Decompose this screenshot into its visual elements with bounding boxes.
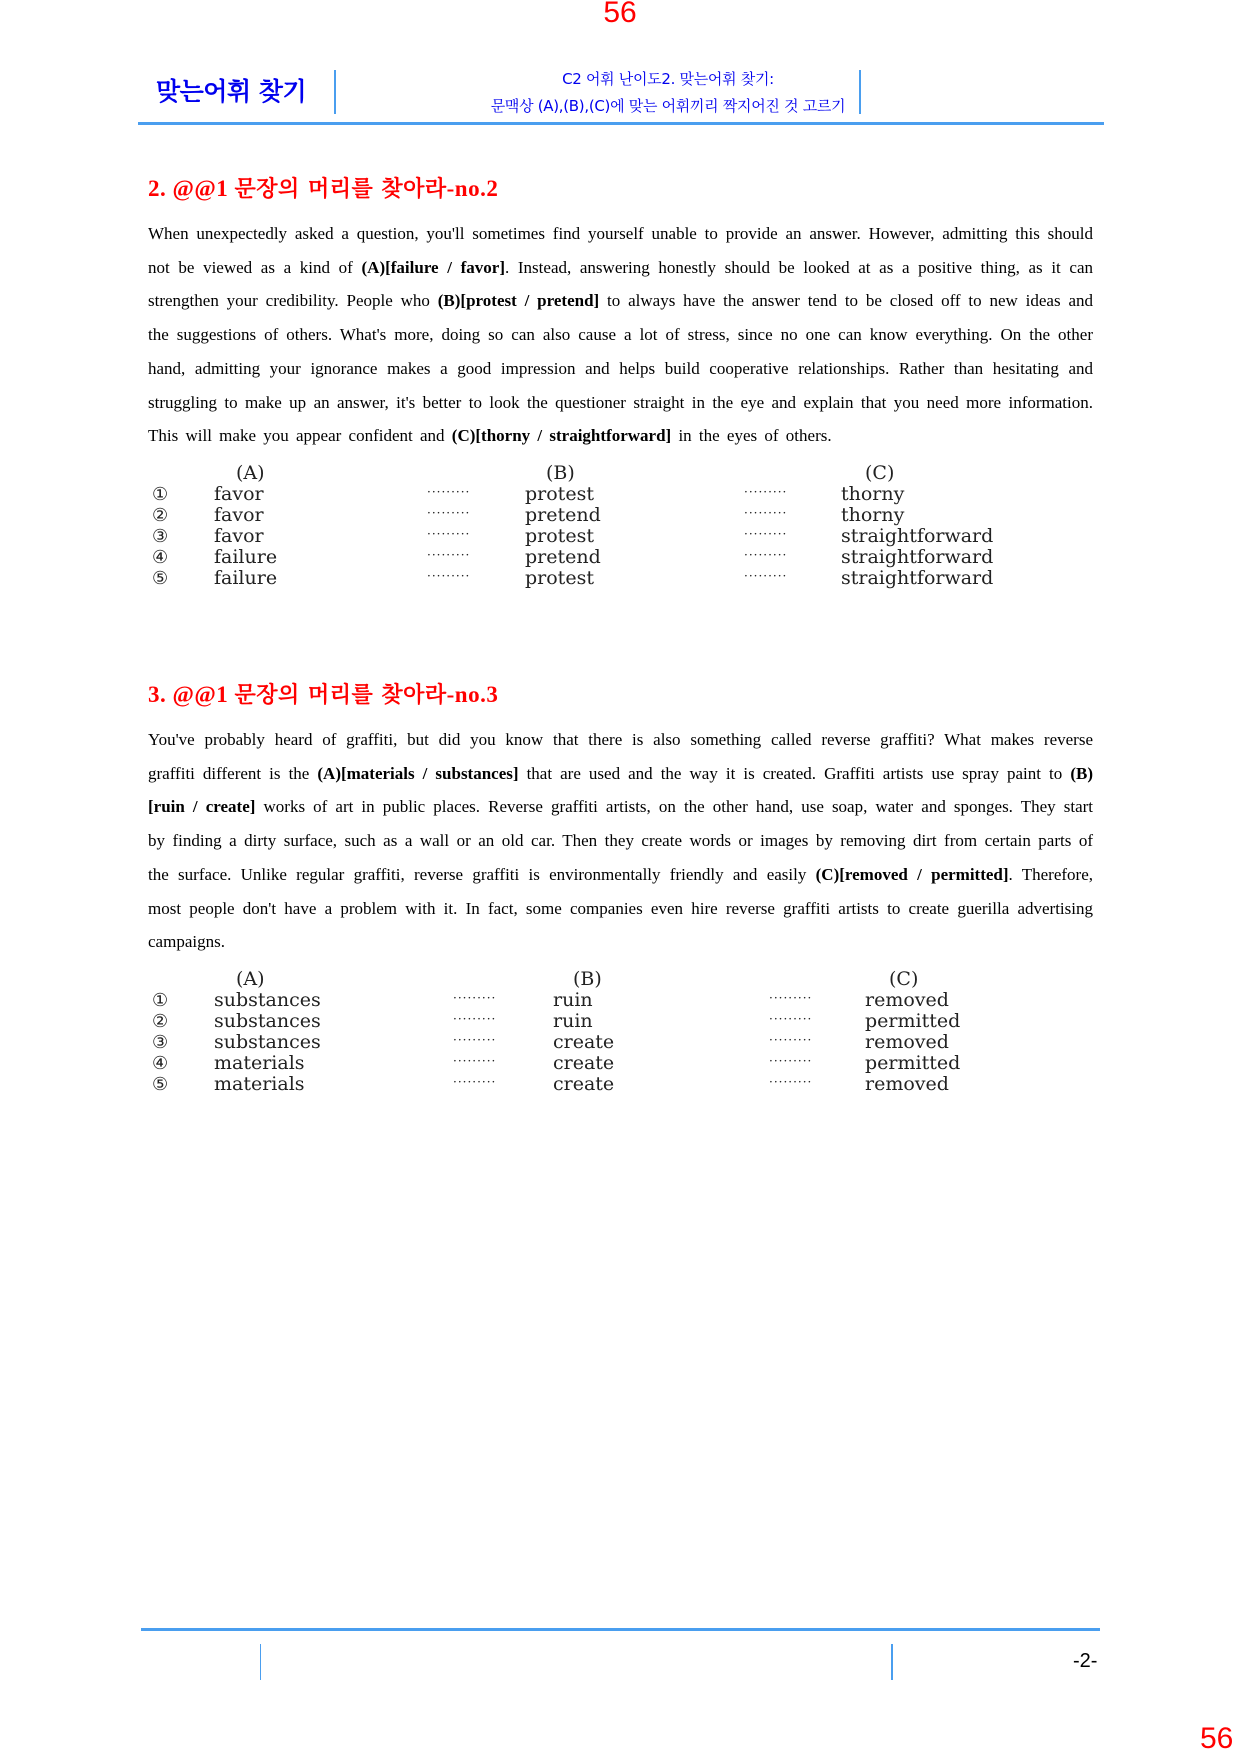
page-number-top: 56 (603, 0, 637, 29)
choice-b: protest (525, 482, 594, 505)
choice-c: thorny (841, 503, 905, 526)
choice-number: ① (152, 989, 169, 1011)
header-divider (334, 70, 336, 114)
blank-options: (A)[failure / favor] (361, 257, 505, 277)
question-title-suffix: -no.3 (446, 682, 499, 707)
choice-c: straightforward (841, 545, 994, 568)
header-subtitle-line2: 문맥상 (A),(B),(C)에 맞는 어휘끼리 짝지어진 것 고르기 (490, 97, 846, 115)
footer-rule (141, 1628, 1100, 1631)
choice-option-2[interactable] (148, 505, 1093, 526)
leader-dots: ········· (744, 547, 788, 562)
question-title-korean: 문장의 머리를 찾아라 (234, 683, 447, 708)
choice-a: substances (214, 1030, 321, 1053)
question-title-suffix: -no.2 (446, 176, 499, 201)
page-number-bottom: 56 (1200, 1722, 1234, 1755)
page-header (138, 66, 1104, 124)
choice-option-3[interactable] (148, 1032, 1093, 1053)
choice-option-4[interactable] (148, 547, 1093, 568)
blank-options: (C)[thorny / straightforward] (451, 426, 672, 446)
choice-b: create (553, 1072, 615, 1095)
header-subtitle (338, 66, 998, 120)
question-title (148, 172, 1093, 203)
choice-b: create (553, 1051, 615, 1074)
choice-option-5[interactable] (148, 568, 1093, 589)
footer-divider (891, 1644, 893, 1680)
choice-number: ② (152, 504, 169, 526)
header-title: 맞는어휘 찾기 (156, 77, 307, 106)
column-header-c: (C) (865, 461, 895, 484)
choice-c: permitted (865, 1009, 961, 1032)
leader-dots: ········· (769, 1011, 813, 1026)
choice-b: protest (525, 566, 594, 589)
leader-dots: ········· (744, 568, 788, 583)
choice-number: ③ (152, 525, 169, 547)
leader-dots: ········· (769, 990, 813, 1005)
passage-text: that are used and the way it is created. Graffiti artists use spray paint to (518, 763, 1071, 783)
leader-dots: ········· (427, 568, 471, 583)
choice-c: straightforward (841, 524, 994, 547)
footer-page-label: -2- (1073, 1650, 1098, 1672)
choice-number: ② (152, 1010, 169, 1032)
choice-a: favor (214, 482, 264, 505)
choice-option-4[interactable] (148, 1053, 1093, 1074)
blank-options: (B)[protest / pretend] (437, 291, 600, 311)
leader-dots: ········· (453, 1011, 497, 1026)
choice-number: ① (152, 483, 169, 505)
header-rule (138, 122, 1104, 125)
answer-choices (148, 969, 1093, 1095)
choice-c: removed (865, 988, 949, 1011)
choices-header (148, 969, 1093, 990)
choice-number: ⑤ (152, 1073, 169, 1095)
blank-options: (C)[removed / permitted] (815, 864, 1009, 884)
choice-b: pretend (525, 503, 601, 526)
choice-c: removed (865, 1030, 949, 1053)
passage-text: . Instead, answering honestly should be looked at as a positive thing, as it can strengthen your credibility. People who (148, 257, 1094, 311)
choices-header (148, 463, 1093, 484)
question-title (148, 678, 1093, 709)
leader-dots: ········· (427, 505, 471, 520)
question-title-prefix: 2. @@1 (148, 176, 235, 201)
choice-number: ④ (152, 1052, 169, 1074)
choice-number: ③ (152, 1031, 169, 1053)
choice-c: removed (865, 1072, 949, 1095)
choice-a: failure (214, 545, 278, 568)
footer-divider (260, 1644, 261, 1680)
header-divider (859, 70, 861, 114)
passage-text: When unexpectedly asked a question, you'll sometimes find yourself unable to provide an answer. However, admitting this should not be viewed as a kind of (148, 224, 1093, 277)
passage-text: You've probably heard of graffiti, but did you know that there is also something called reverse graffiti? What makes reverse graffiti different is the (148, 730, 1093, 783)
choice-c: thorny (841, 482, 905, 505)
choice-b: ruin (553, 988, 593, 1011)
choice-a: substances (214, 1009, 321, 1032)
choice-option-2[interactable] (148, 1011, 1093, 1032)
leader-dots: ········· (427, 526, 471, 541)
choice-b: create (553, 1030, 615, 1053)
question-2 (148, 172, 1093, 589)
choice-option-5[interactable] (148, 1074, 1093, 1095)
passage (148, 217, 1093, 453)
column-header-b: (B) (546, 461, 575, 484)
passage-text: to always have the answer tend to be closed off to new ideas and the suggestions of others. What's more, doing so can also cause a lot of stress, since no one can know everything. On the other hand, admitting your ignorance makes a good impression and helps build cooperative relationships. Rather than hesitating and struggling to make up an answer, it's better to look the questioner straight in the eye and explain that you need more information. This will make you appear confident and (148, 291, 1093, 446)
question-title-korean: 문장의 머리를 찾아라 (234, 177, 447, 202)
leader-dots: ········· (453, 1074, 497, 1089)
column-header-a: (A) (236, 967, 265, 990)
choice-a: materials (214, 1072, 305, 1095)
leader-dots: ········· (427, 484, 471, 499)
choice-a: favor (214, 524, 264, 547)
leader-dots: ········· (769, 1032, 813, 1047)
blank-options: (B)[ruin / create] (148, 763, 1093, 817)
question-3 (148, 678, 1093, 1095)
passage-text: in the eyes of others. (671, 426, 832, 446)
leader-dots: ········· (427, 547, 471, 562)
choice-a: substances (214, 988, 321, 1011)
column-header-b: (B) (573, 967, 602, 990)
column-header-c: (C) (889, 967, 919, 990)
choice-c: permitted (865, 1051, 961, 1074)
choice-a: materials (214, 1051, 305, 1074)
passage-text: . Therefore, most people don't have a problem with it. In fact, some companies even hire reverse graffiti artists to create guerilla advertising campaigns. (148, 864, 1094, 952)
choice-b: protest (525, 524, 594, 547)
choice-b: pretend (525, 545, 601, 568)
column-header-a: (A) (236, 461, 265, 484)
choice-number: ⑤ (152, 567, 169, 589)
choice-c: straightforward (841, 566, 994, 589)
question-title-prefix: 3. @@1 (148, 682, 235, 707)
choice-option-3[interactable] (148, 526, 1093, 547)
leader-dots: ········· (744, 505, 788, 520)
passage (148, 723, 1093, 959)
choice-option-1[interactable] (148, 990, 1093, 1011)
leader-dots: ········· (769, 1074, 813, 1089)
leader-dots: ········· (769, 1053, 813, 1068)
leader-dots: ········· (453, 990, 497, 1005)
choice-option-1[interactable] (148, 484, 1093, 505)
choice-a: failure (214, 566, 278, 589)
answer-choices (148, 463, 1093, 589)
choice-number: ④ (152, 546, 169, 568)
header-subtitle-line1: C2 어휘 난이도2. 맞는어휘 찾기: (562, 70, 774, 88)
leader-dots: ········· (744, 484, 788, 499)
blank-options: (A)[materials / substances] (317, 763, 519, 783)
leader-dots: ········· (744, 526, 788, 541)
choice-a: favor (214, 503, 264, 526)
leader-dots: ········· (453, 1053, 497, 1068)
leader-dots: ········· (453, 1032, 497, 1047)
passage-text: works of art in public places. Reverse graffiti artists, on the other hand, use soap, water and sponges. They start by finding a dirty surface, such as a wall or an old car. Then they create words or images by removing dirt from certain parts of the surface. Unlike regular graffiti, reverse graffiti is environmentally friendly and easily (148, 797, 1093, 884)
choice-b: ruin (553, 1009, 593, 1032)
